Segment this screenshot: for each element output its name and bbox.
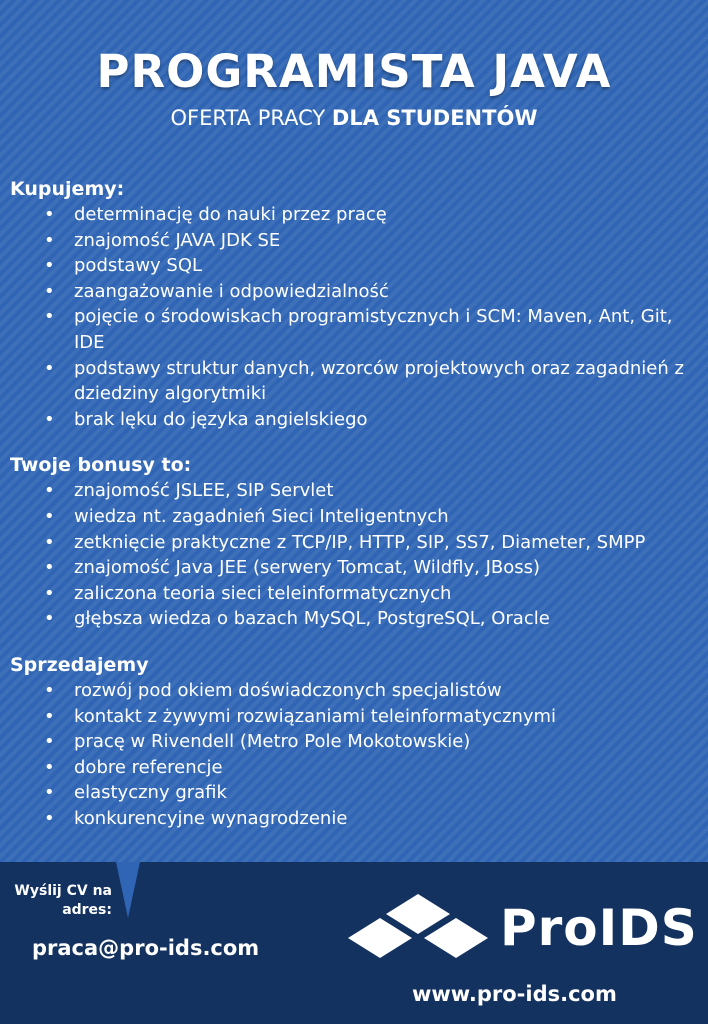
bullet-icon: • [44, 280, 55, 302]
list-item-text: elastyczny grafik [74, 782, 227, 804]
list-item [10, 407, 700, 433]
list-item [10, 304, 700, 355]
bullet-icon: • [44, 480, 55, 502]
requirements-list [10, 202, 700, 432]
list-item [10, 202, 700, 228]
subtitle-bold: DLA STUDENTÓW [331, 106, 538, 130]
section-title: Sprzedajemy [10, 653, 149, 676]
bullet-icon: • [44, 782, 55, 804]
bullet-icon: • [44, 505, 55, 527]
bullet-icon: • [44, 756, 55, 778]
list-item [10, 530, 700, 556]
list-item-text: wiedza nt. zagadnień Sieci Inteligentnych [74, 505, 449, 527]
list-item [10, 253, 700, 279]
bonus-list [10, 478, 700, 632]
proids-diamonds-logo-icon [344, 892, 496, 964]
header [0, 44, 708, 132]
footer [0, 862, 708, 1024]
brand-name: ProIDS [500, 899, 698, 957]
list-item-text: znajomość Java JEE (serwery Tomcat, Wildfly, JBoss) [74, 557, 541, 579]
bullet-icon: • [44, 608, 55, 630]
bullet-icon: • [44, 731, 55, 753]
list-item-text: determinację do nauki przez pracę [74, 204, 387, 225]
list-item [10, 356, 700, 407]
bullet-icon: • [44, 306, 55, 328]
bullet-icon: • [44, 408, 55, 430]
page-subtitle [0, 104, 708, 132]
list-item [10, 780, 700, 806]
page-title: PROGRAMISTA JAVA [96, 45, 612, 98]
list-item-text: zetknięcie praktyczne z TCP/IP, HTTP, SIP, SS7, Diameter, SMPP [74, 531, 646, 553]
website-link[interactable]: www.pro-ids.com [412, 982, 617, 1006]
bullet-icon: • [44, 357, 55, 379]
list-item [10, 806, 700, 832]
offer-list [10, 678, 700, 832]
section-kupujemy [10, 176, 700, 432]
list-item [10, 755, 700, 781]
list-item-text: znajomość JSLEE, SIP Servlet [74, 480, 334, 502]
list-item-text: zaliczona teoria sieci teleinformatycznych [74, 582, 452, 604]
list-item [10, 504, 700, 530]
subtitle-light: OFERTA PRACY [170, 106, 332, 130]
list-item [10, 704, 700, 730]
list-item-text: podstawy SQL [74, 255, 203, 277]
list-item-text: pojęcie o środowiskach programistycznych i SCM: Maven, Ant, Git, IDE [74, 306, 673, 353]
list-item [10, 606, 700, 632]
section-bonusy [10, 452, 700, 632]
list-item [10, 279, 700, 305]
list-item-text: znajomość JAVA JDK SE [74, 229, 281, 251]
list-item [10, 581, 700, 607]
callout-text [0, 882, 112, 920]
list-item [10, 555, 700, 581]
list-item-text: dobre referencje [74, 756, 223, 778]
list-item-text: głębsza wiedza o bazach MySQL, PostgreSQL, Oracle [74, 608, 550, 630]
list-item-text: pracę w Rivendell (Metro Pole Mokotowskie) [74, 731, 471, 753]
bullet-icon: • [44, 679, 55, 701]
list-item [10, 678, 700, 704]
list-item [10, 729, 700, 755]
list-item-text: konkurencyjne wynagrodzenie [74, 807, 348, 829]
list-item-text: zaangażowanie i odpowiedzialność [74, 280, 389, 302]
bullet-icon: • [44, 204, 55, 225]
contact-email[interactable]: praca@pro-ids.com [32, 936, 260, 960]
bullet-icon: • [44, 531, 55, 553]
callout-line-2: adres: [62, 902, 112, 918]
list-item-text: rozwój pod okiem doświadczonych specjalistów [74, 679, 502, 701]
bullet-icon: • [44, 255, 55, 277]
list-item-text: brak lęku do języka angielskiego [74, 408, 368, 430]
list-item-text: podstawy struktur danych, wzorców projektowych oraz zagadnień z dziedziny algorytmiki [74, 357, 684, 405]
bullet-icon: • [44, 557, 55, 579]
callout-line-1: Wyślij CV na [14, 883, 112, 899]
section-sprzedajemy [10, 652, 700, 832]
bullet-icon: • [44, 582, 55, 604]
job-requirements [10, 176, 700, 851]
bullet-icon: • [44, 807, 55, 829]
section-title: Kupujemy: [10, 178, 125, 200]
brand-logo [344, 892, 698, 964]
bullet-icon: • [44, 705, 55, 727]
section-title: Twoje bonusy to: [10, 454, 192, 477]
bullet-icon: • [44, 229, 55, 251]
list-item-text: kontakt z żywymi rozwiązaniami teleinformatycznymi [74, 705, 557, 727]
list-item [10, 478, 700, 504]
list-item [10, 228, 700, 254]
